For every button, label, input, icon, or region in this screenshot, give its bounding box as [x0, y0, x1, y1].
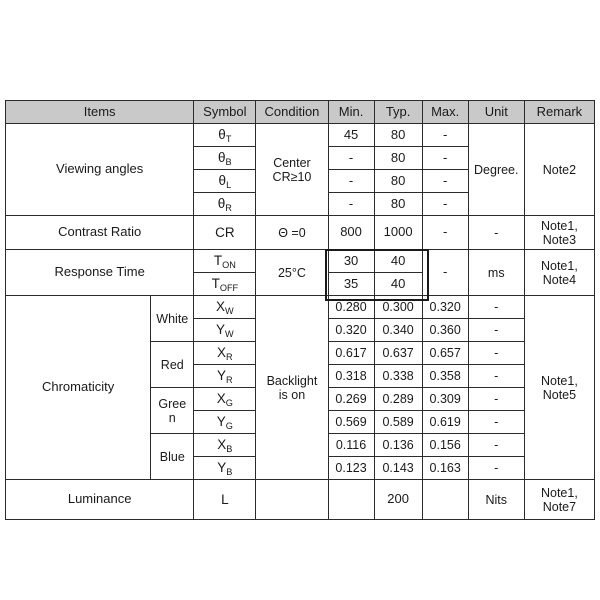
max-luminance	[422, 480, 468, 520]
max-x-w: 0.320	[422, 296, 468, 319]
min-x-r: 0.617	[328, 342, 374, 365]
symbol-x-r: $X_R$	[194, 342, 256, 365]
table-row	[6, 124, 595, 147]
symbol-luminance: L	[194, 480, 256, 520]
header-items: Items	[6, 101, 194, 124]
min-y-b: 0.123	[328, 457, 374, 480]
max-y-g: 0.619	[422, 411, 468, 434]
min-x-w: 0.280	[328, 296, 374, 319]
header-min: Min.	[328, 101, 374, 124]
header-max: Max.	[422, 101, 468, 124]
typ-y-b: 0.143	[374, 457, 422, 480]
min-theta-l: -	[328, 170, 374, 193]
header-symbol: Symbol	[194, 101, 256, 124]
remark-chromaticity: Note1, Note5	[524, 296, 594, 480]
specification-table-container	[5, 100, 595, 520]
item-chromaticity: Chromaticity	[6, 296, 151, 480]
typ-x-r: 0.637	[374, 342, 422, 365]
typ-x-w: 0.300	[374, 296, 422, 319]
item-viewing-angles: Viewing angles	[6, 124, 194, 216]
symbol-theta-l: $\theta_L$	[194, 170, 256, 193]
symbol-x-b: $X_B$	[194, 434, 256, 457]
max-contrast-ratio: -	[422, 216, 468, 250]
min-t-off: 35	[328, 273, 374, 296]
symbol-y-r: $Y_R$	[194, 365, 256, 388]
condition-viewing-angles: Center CR≥10	[256, 124, 328, 216]
item-response-time: Response Time	[6, 250, 194, 296]
unit-contrast-ratio: -	[468, 216, 524, 250]
typ-theta-b: 80	[374, 147, 422, 170]
symbol-theta-r: $\theta_R$	[194, 193, 256, 216]
table-row	[6, 480, 595, 520]
typ-theta-r: 80	[374, 193, 422, 216]
typ-t-off: 40	[374, 273, 422, 296]
table-header-row	[6, 101, 595, 124]
remark-viewing-angles: Note2	[524, 124, 594, 216]
typ-y-g: 0.589	[374, 411, 422, 434]
symbol-x-g: $X_G$	[194, 388, 256, 411]
unit-viewing-angles: Degree.	[468, 124, 524, 216]
table-row	[6, 296, 595, 319]
color-green: Gree n	[151, 388, 194, 434]
min-contrast-ratio: 800	[328, 216, 374, 250]
typ-y-r: 0.338	[374, 365, 422, 388]
unit-x-g: -	[468, 388, 524, 411]
header-typ: Typ.	[374, 101, 422, 124]
typ-x-b: 0.136	[374, 434, 422, 457]
min-theta-r: -	[328, 193, 374, 216]
color-red: Red	[151, 342, 194, 388]
condition-chromaticity: Backlight is on	[256, 296, 328, 480]
max-theta-b: -	[422, 147, 468, 170]
unit-y-b: -	[468, 457, 524, 480]
typ-theta-t: 80	[374, 124, 422, 147]
condition-contrast-ratio: Θ =0	[256, 216, 328, 250]
max-x-r: 0.657	[422, 342, 468, 365]
min-x-g: 0.269	[328, 388, 374, 411]
max-x-b: 0.156	[422, 434, 468, 457]
max-y-w: 0.360	[422, 319, 468, 342]
symbol-cr: CR	[194, 216, 256, 250]
remark-luminance: Note1, Note7	[524, 480, 594, 520]
min-y-r: 0.318	[328, 365, 374, 388]
min-theta-t: 45	[328, 124, 374, 147]
symbol-y-w: $Y_W$	[194, 319, 256, 342]
min-theta-b: -	[328, 147, 374, 170]
max-y-r: 0.358	[422, 365, 468, 388]
item-luminance: Luminance	[6, 480, 194, 520]
symbol-t-on: $T_{ON}$	[194, 250, 256, 273]
max-theta-l: -	[422, 170, 468, 193]
header-condition: Condition	[256, 101, 328, 124]
symbol-theta-t: $\theta_T$	[194, 124, 256, 147]
unit-x-w: -	[468, 296, 524, 319]
typ-y-w: 0.340	[374, 319, 422, 342]
table-row	[6, 216, 595, 250]
typ-contrast-ratio: 1000	[374, 216, 422, 250]
typ-luminance: 200	[374, 480, 422, 520]
header-unit: Unit	[468, 101, 524, 124]
max-theta-t: -	[422, 124, 468, 147]
typ-t-on: 40	[374, 250, 422, 273]
symbol-y-b: $Y_B$	[194, 457, 256, 480]
min-luminance	[328, 480, 374, 520]
unit-luminance: Nits	[468, 480, 524, 520]
min-t-on: 30	[328, 250, 374, 273]
min-y-w: 0.320	[328, 319, 374, 342]
typ-x-g: 0.289	[374, 388, 422, 411]
min-x-b: 0.116	[328, 434, 374, 457]
condition-response-time: 25°C	[256, 250, 328, 296]
symbol-theta-b: $\theta_B$	[194, 147, 256, 170]
condition-luminance	[256, 480, 328, 520]
header-remark: Remark	[524, 101, 594, 124]
max-theta-r: -	[422, 193, 468, 216]
unit-response-time: ms	[468, 250, 524, 296]
remark-contrast-ratio: Note1, Note3	[524, 216, 594, 250]
symbol-t-off: $T_{OFF}$	[194, 273, 256, 296]
unit-y-r: -	[468, 365, 524, 388]
min-y-g: 0.569	[328, 411, 374, 434]
max-response-time: -	[422, 250, 468, 296]
typ-theta-l: 80	[374, 170, 422, 193]
unit-y-w: -	[468, 319, 524, 342]
unit-x-r: -	[468, 342, 524, 365]
max-y-b: 0.163	[422, 457, 468, 480]
unit-x-b: -	[468, 434, 524, 457]
remark-response-time: Note1, Note4	[524, 250, 594, 296]
item-contrast-ratio: Contrast Ratio	[6, 216, 194, 250]
max-x-g: 0.309	[422, 388, 468, 411]
symbol-y-g: $Y_G$	[194, 411, 256, 434]
color-blue: Blue	[151, 434, 194, 480]
symbol-x-w: $X_W$	[194, 296, 256, 319]
color-white: White	[151, 296, 194, 342]
table-row	[6, 250, 595, 273]
unit-y-g: -	[468, 411, 524, 434]
display-specification-table	[5, 100, 595, 520]
